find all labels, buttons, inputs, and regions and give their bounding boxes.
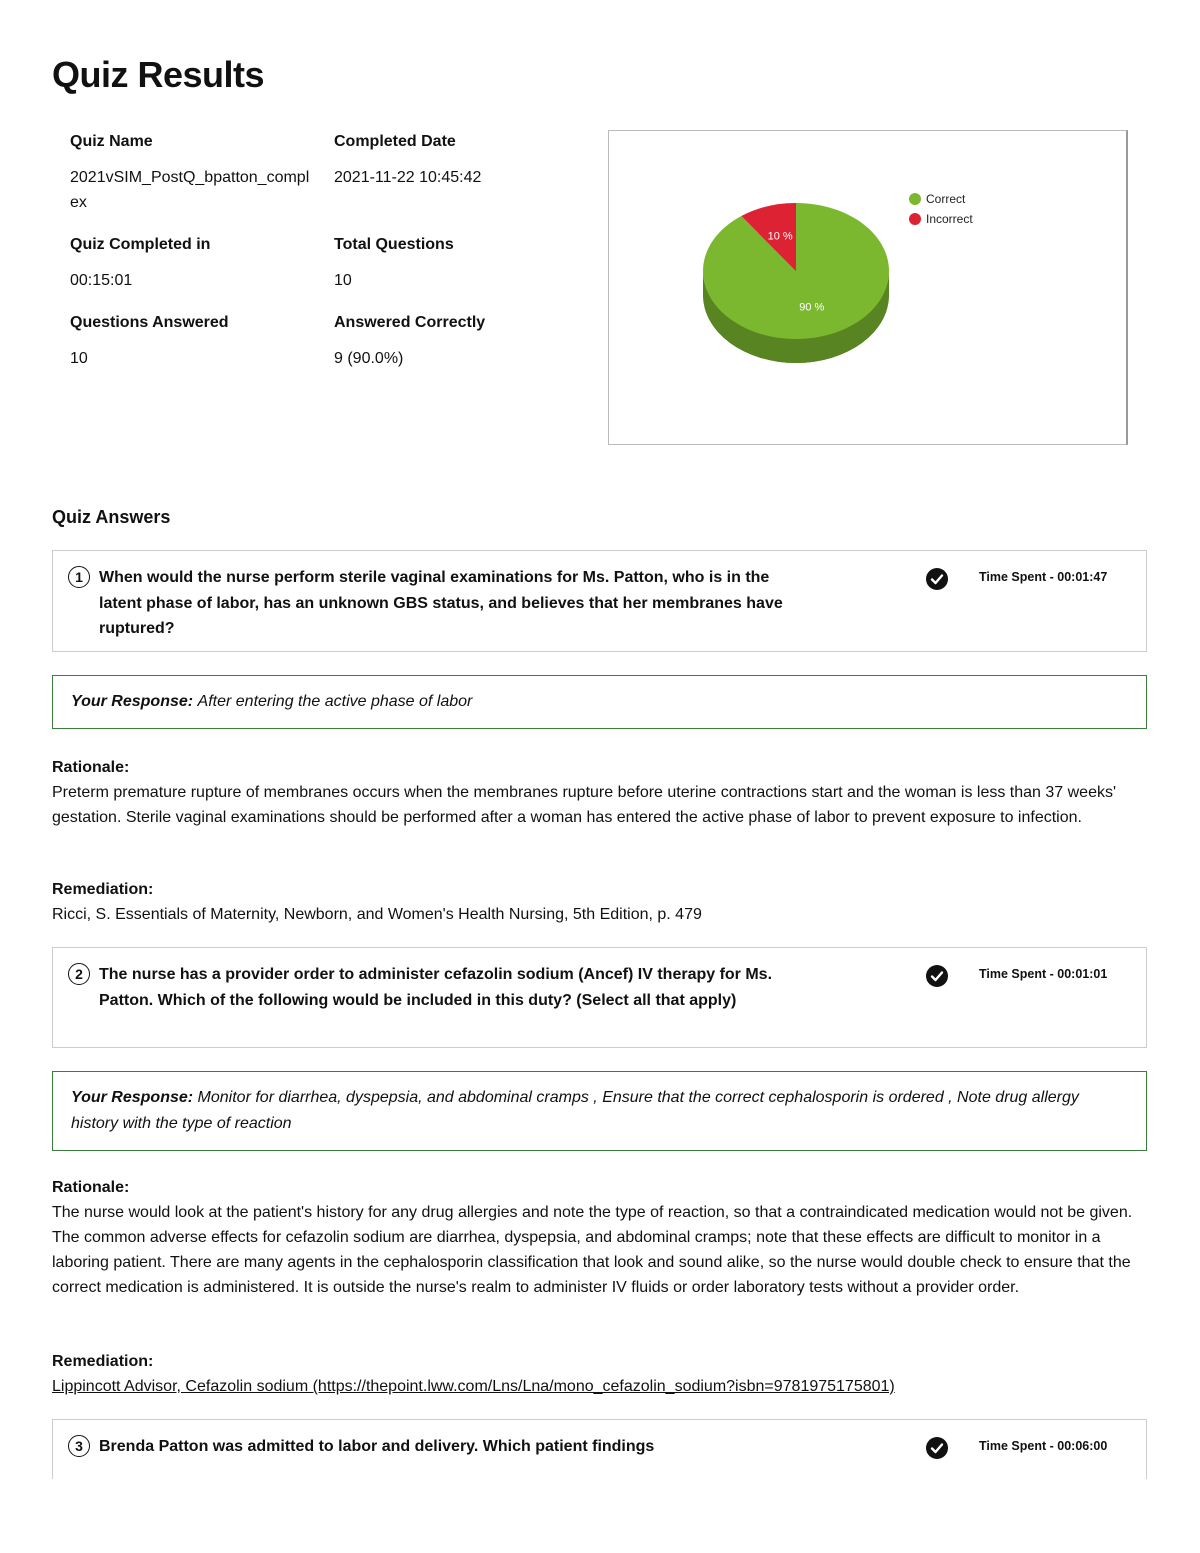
time-spent: Time Spent - 00:06:00 [979, 1439, 1108, 1453]
response-label: Your Response: [71, 693, 194, 710]
results-chart [608, 130, 1128, 445]
correct-check-icon [926, 965, 948, 987]
question-text: The nurse has a provider order to administer cefazolin sodium (Ancef) IV therapy for Ms. Patton. Which of the following would be included in this duty? (Select all that apply) [99, 966, 773, 1009]
response-text: After entering the active phase of labor [197, 693, 473, 710]
results-pie-chart [609, 131, 1127, 444]
rationale-block [52, 1175, 1147, 1300]
total-questions-value: 10 [334, 272, 352, 289]
total-questions-label: Total Questions [334, 236, 454, 253]
quiz-name-label: Quiz Name [70, 133, 153, 150]
remediation-label: Remediation: [52, 1353, 154, 1370]
time-spent: Time Spent - 00:01:01 [979, 967, 1108, 981]
remediation-label: Remediation: [52, 881, 154, 898]
question-card [52, 1419, 1147, 1479]
time-spent: Time Spent - 00:01:47 [979, 570, 1108, 584]
rationale-label: Rationale: [52, 1179, 130, 1196]
legend-label-incorrect: Incorrect [926, 212, 973, 226]
question-card [52, 947, 1147, 1048]
question-text: When would the nurse perform sterile vaginal examinations for Ms. Patton, who is in the latent phase of labor, has an unknown GBS status, and believes that her membranes have ruptured? [99, 569, 783, 637]
completed-date-label: Completed Date [334, 133, 456, 150]
response-label: Your Response: [71, 1089, 194, 1106]
pie-top-layer [703, 203, 889, 339]
questions-answered-value: 10 [70, 350, 88, 367]
legend-label-correct: Correct [926, 192, 966, 206]
response-text: Monitor for diarrhea, dyspepsia, and abdominal cramps , Ensure that the correct cephalosporin is ordered , Note drug allergy history with the type of reaction [71, 1089, 1079, 1132]
completed-in-value: 00:15:01 [70, 272, 133, 289]
question-text: Brenda Patton was admitted to labor and delivery. Which patient findings [99, 1438, 655, 1455]
remediation-link[interactable]: Lippincott Advisor, Cefazolin sodium (https://thepoint.lww.com/Lns/Lna/mono_cefazolin_sodium?isbn=9781975175801) [52, 1378, 895, 1395]
legend-swatch-incorrect [909, 213, 921, 225]
remediation-block [52, 1349, 1147, 1399]
rationale-text: The nurse would look at the patient's history for any drug allergies and note the type of reaction, so that a contraindicated medication would not be given. The common adverse effects for cefazolin sodium are diarrhea, dyspepsia, and abdominal cramps; note that these effects are difficult to monitor in a laboring patient. There are many agents in the cephalosporin classification that look and sound alike, so the nurse would double check to ensure that the correct medication is administered. It is outside the nurse's realm to administer IV fluids or order laboratory tests without a provider order. [52, 1204, 1133, 1296]
rationale-block [52, 755, 1147, 830]
remediation-text: Ricci, S. Essentials of Maternity, Newborn, and Women's Health Nursing, 5th Edition, p. 479 [52, 906, 702, 923]
quiz-name-value: 2021vSIM_PostQ_bpatton_complex [70, 169, 310, 211]
quiz-answers-title: Quiz Answers [52, 507, 171, 527]
question-number: 3 [68, 1435, 90, 1457]
rationale-label: Rationale: [52, 759, 130, 776]
answered-correctly-value: 9 (90.0%) [334, 350, 404, 367]
page-title: Quiz Results [52, 54, 265, 95]
correct-check-icon [926, 568, 948, 590]
pie-label-incorrect: 10 % [767, 230, 793, 243]
response-box [52, 675, 1147, 729]
question-number: 2 [68, 963, 90, 985]
remediation-block [52, 877, 1147, 927]
question-card [52, 550, 1147, 652]
legend-swatch-correct [909, 193, 921, 205]
chart-legend [909, 192, 973, 226]
correct-check-icon [926, 1437, 948, 1459]
rationale-text: Preterm premature rupture of membranes occurs when the membranes rupture before uterine contractions start and the woman is less than 37 weeks' gestation. Sterile vaginal examinations should be performed after a woman has entered the active phase of labor to prevent exposure to infection. [52, 784, 1117, 826]
question-number: 1 [68, 566, 90, 588]
completed-date-value: 2021-11-22 10:45:42 [334, 169, 482, 186]
pie-label-correct: 90 % [799, 301, 825, 314]
questions-answered-label: Questions Answered [70, 314, 229, 331]
answered-correctly-label: Answered Correctly [334, 314, 486, 331]
response-box [52, 1071, 1147, 1151]
completed-in-label: Quiz Completed in [70, 236, 211, 253]
